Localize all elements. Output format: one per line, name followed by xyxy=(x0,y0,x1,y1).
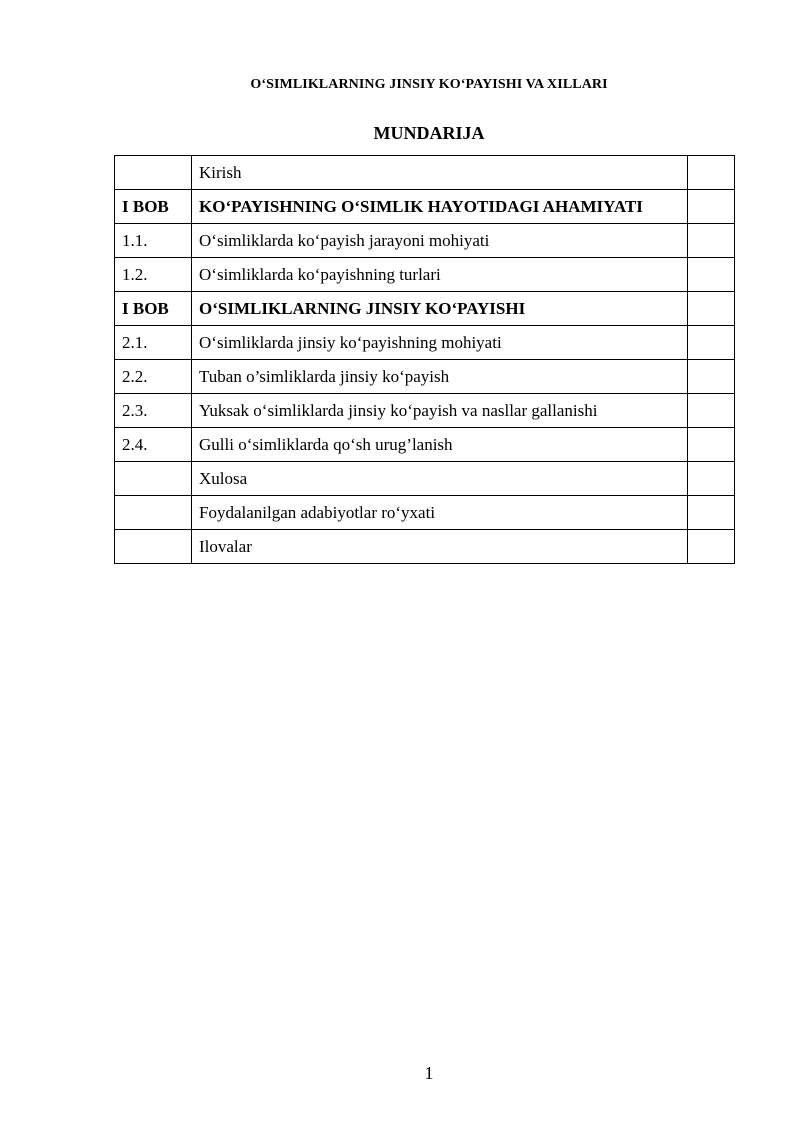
table-of-contents xyxy=(114,155,735,564)
table-row xyxy=(115,326,735,360)
table-row xyxy=(115,292,735,326)
document-title: O‘SIMLIKLARNING JINSIY KO‘PAYISHI VA XILLARI xyxy=(250,77,608,92)
toc-page-number xyxy=(688,428,735,462)
toc-section-title: O‘simliklarda ko‘payish jarayoni mohiyati xyxy=(192,224,688,258)
table-row xyxy=(115,360,735,394)
toc-page-number xyxy=(688,190,735,224)
table-row xyxy=(115,190,735,224)
toc-section-number xyxy=(115,156,192,190)
toc-page-number xyxy=(688,394,735,428)
toc-section-title: Gulli o‘simliklarda qo‘sh urug’lanish xyxy=(192,428,688,462)
toc-section-number xyxy=(115,530,192,564)
toc-section-number: 2.2. xyxy=(115,360,192,394)
toc-section-title: Kirish xyxy=(192,156,688,190)
toc-section-title: Xulosa xyxy=(192,462,688,496)
toc-section-title: Yuksak o‘simliklarda jinsiy ko‘payish va nasllar gallanishi xyxy=(192,394,688,428)
toc-section-title: O‘SIMLIKLARNING JINSIY KO‘PAYISHI xyxy=(192,292,688,326)
toc-section-number: I BOB xyxy=(115,292,192,326)
table-row xyxy=(115,530,735,564)
toc-page-number xyxy=(688,496,735,530)
toc-section-title: Foydalanilgan adabiyotlar ro‘yxati xyxy=(192,496,688,530)
table-row xyxy=(115,428,735,462)
toc-section-title: O‘simliklarda ko‘payishning turlari xyxy=(192,258,688,292)
page-number: 1 xyxy=(424,1063,434,1083)
table-row xyxy=(115,394,735,428)
toc-section-number: 1.1. xyxy=(115,224,192,258)
toc-page-number xyxy=(688,360,735,394)
toc-section-number: 2.1. xyxy=(115,326,192,360)
toc-page-number xyxy=(688,156,735,190)
toc-section-number: I BOB xyxy=(115,190,192,224)
toc-page-number xyxy=(688,530,735,564)
toc-section-title: Ilovalar xyxy=(192,530,688,564)
table-row xyxy=(115,224,735,258)
toc-section-number xyxy=(115,462,192,496)
toc-section-number: 1.2. xyxy=(115,258,192,292)
toc-section-title: O‘simliklarda jinsiy ko‘payishning mohiyati xyxy=(192,326,688,360)
toc-section-title: KO‘PAYISHNING O‘SIMLIK HAYOTIDAGI AHAMIYATI xyxy=(192,190,688,224)
table-row xyxy=(115,462,735,496)
toc-page-number xyxy=(688,258,735,292)
toc-heading: MUNDARIJA xyxy=(373,123,485,143)
toc-section-title: Tuban o’simliklarda jinsiy ko‘payish xyxy=(192,360,688,394)
table-row xyxy=(115,496,735,530)
toc-section-number xyxy=(115,496,192,530)
table-row xyxy=(115,258,735,292)
toc-page-number xyxy=(688,326,735,360)
toc-section-number: 2.3. xyxy=(115,394,192,428)
toc-page-number xyxy=(688,462,735,496)
toc-page-number xyxy=(688,292,735,326)
toc-section-number: 2.4. xyxy=(115,428,192,462)
table-row xyxy=(115,156,735,190)
toc-page-number xyxy=(688,224,735,258)
